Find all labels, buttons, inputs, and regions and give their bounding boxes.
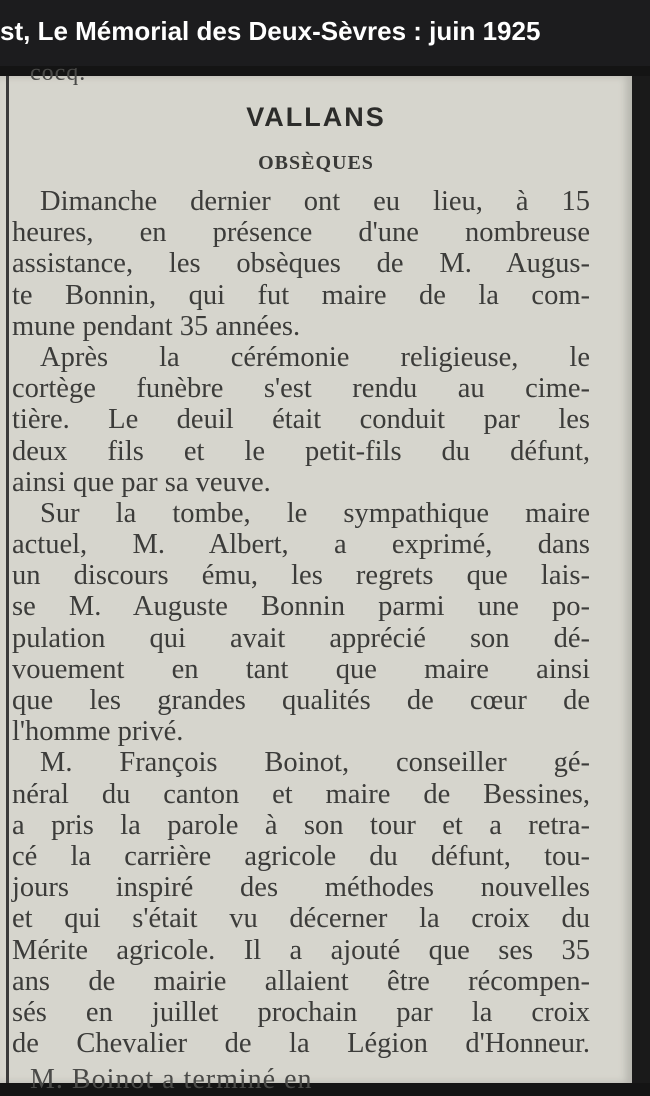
window-title: st, Le Mémorial des Deux-Sèvres : juin 1925 xyxy=(0,16,541,46)
text-line: assistance, les obsèques de M. Augus- xyxy=(12,248,590,280)
text-line: jours inspiré des méthodes nouvelles xyxy=(12,872,590,904)
text-line: que les grandes qualités de cœur de xyxy=(12,685,590,716)
newspaper-scan xyxy=(0,60,632,1095)
text-line: cé la carrière agricole du défunt, tou- xyxy=(12,840,590,872)
text-line: l'homme privé. xyxy=(12,716,184,748)
text-line: néral du canton et maire de Bessines, xyxy=(12,778,590,810)
text-line: Sur la tombe, le sympathique maire xyxy=(40,497,590,529)
text-line: pulation qui avait apprécié son dé- xyxy=(12,622,590,654)
window-title-bar xyxy=(0,0,650,66)
text-line: ans de mairie allaient être récompen- xyxy=(12,965,590,997)
text-line: M. François Boinot, conseiller gé- xyxy=(40,747,590,779)
text-line: Après la cérémonie religieuse, le xyxy=(40,341,590,373)
text-line: se M. Auguste Bonnin parmi une po- xyxy=(12,591,590,623)
column-rule xyxy=(6,76,9,1083)
article-body xyxy=(12,186,590,1059)
article-subhead: OBSÈQUES xyxy=(258,152,374,174)
text-line: tière. Le deuil était conduit par les xyxy=(12,404,590,436)
cut-off-text-line: M. Boinot a terminé en xyxy=(30,1064,313,1095)
text-line: mune pendant 35 années. xyxy=(12,310,301,342)
text-line: un discours ému, les regrets que lais- xyxy=(12,560,590,592)
scan-edge xyxy=(632,76,650,1083)
text-line: de Chevalier de la Légion d'Honneur. xyxy=(12,1028,590,1060)
text-line: Mérite agricole. Il a ajouté que ses 35 xyxy=(12,934,590,966)
text-line: deux fils et le petit-fils du défunt, xyxy=(12,435,590,467)
text-line: actuel, M. Albert, a exprimé, dans xyxy=(12,529,590,561)
text-line: heures, en présence d'une nombreuse xyxy=(12,217,590,249)
text-line: te Bonnin, qui fut maire de la com- xyxy=(12,279,590,311)
previous-article-fragment: cocq. xyxy=(30,60,87,86)
text-line: sés en juillet prochain par la croix xyxy=(12,996,590,1028)
article-headline: VALLANS xyxy=(246,102,386,132)
text-line: et qui s'était vu décerner la croix du xyxy=(12,903,590,935)
text-line: Dimanche dernier ont eu lieu, à 15 xyxy=(40,186,590,217)
text-line: a pris la parole à son tour et a retra- xyxy=(12,809,590,841)
text-line: vouement en tant que maire ainsi xyxy=(12,653,590,685)
text-line: cortège funèbre s'est rendu au cime- xyxy=(12,373,590,405)
text-line: ainsi que par sa veuve. xyxy=(12,466,271,498)
